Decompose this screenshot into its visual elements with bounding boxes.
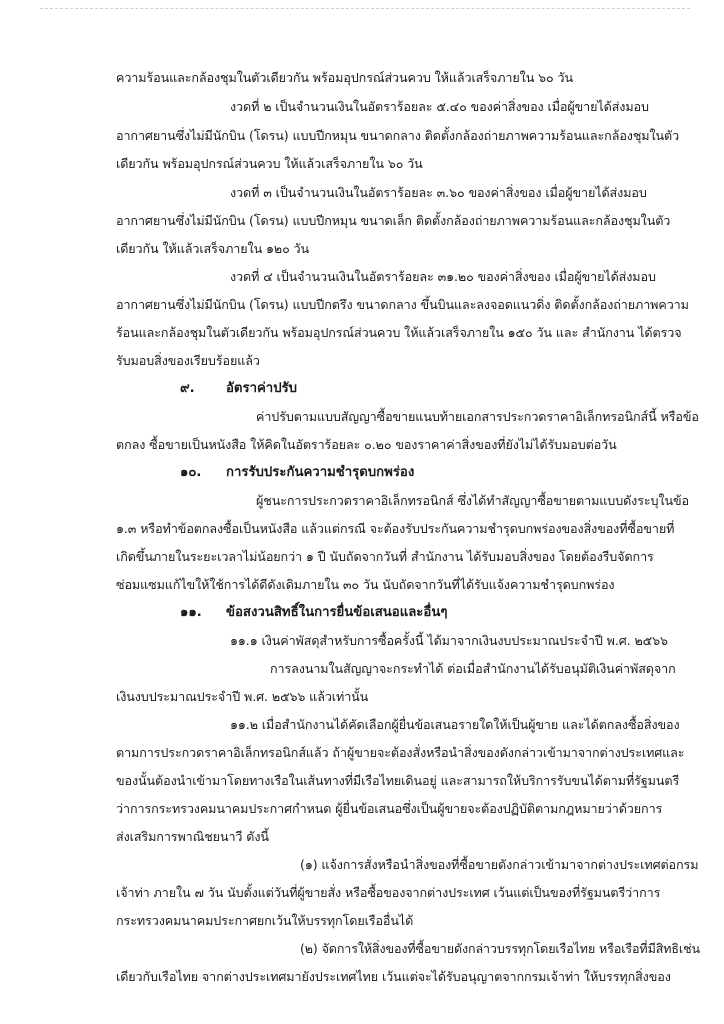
- section-number: ๑๑.: [180, 605, 202, 620]
- text-line: เงินงบประมาณประจำปี พ.ศ. ๒๕๖๖ แล้วเท่านั้น: [116, 689, 369, 704]
- text-line: ตกลง ซื้อขายเป็นหนังสือ ให้คิดในอัตราร้อยละ ๐.๒๐ ของราคาค่าสิ่งของที่ยังไม่ได้รับมอบต่อวัน: [116, 437, 617, 452]
- text-line: เจ้าท่า ภายใน ๗ วัน นับตั้งแต่วันที่ผู้ขายสั่ง หรือซื้อของจากต่างประเทศ เว้นแต่เป็นของที่รัฐมนตรีว่าการ: [116, 885, 661, 900]
- text-line: ความร้อนและกล้องชุมในตัวเดียวกัน พร้อมอุปกรณ์ส่วนควบ ให้แล้วเสร็จภายใน ๖๐ วัน: [116, 70, 573, 85]
- text-line: (๒) จัดการให้สิ่งของที่ซื้อขายดังกล่าวบรรทุกโดยเรือไทย หรือเรือที่มีสิทธิเช่น: [300, 941, 700, 956]
- text-line: ซ่อมแซมแก้ไขให้ใช้การได้ดีดังเดิมภายใน ๓๐ วัน นับถัดจากวันที่ได้รับแจ้งความชำรุดบกพร่อง: [116, 577, 615, 592]
- text-line: ร้อนและกล้องชุมในตัวเดียวกัน พร้อมอุปกรณ์ส่วนควบ ให้แล้วเสร็จภายใน ๑๕๐ วัน และ สำนักงาน ได้ตรวจ: [116, 325, 682, 340]
- text-line: งวดที่ ๔ เป็นจำนวนเงินในอัตราร้อยละ ๓๑.๒๐ ของค่าสิ่งของ เมื่อผู้ขายได้ส่งมอบ: [230, 269, 656, 284]
- text-line: ตามการประกวดราคาอิเล็กทรอนิกส์แล้ว ถ้าผู้ขายจะต้องสั่งหรือนำสิ่งของดังกล่าวเข้ามาจากต่างประเทศและ: [116, 745, 685, 760]
- text-line: ว่าการกระทรวงคมนาคมประกาศกำหนด ผู้ยื่นข้อเสนอซึ่งเป็นผู้ขายจะต้องปฏิบัติตามกฎหมายว่าด้วยการ: [116, 801, 663, 816]
- section-title: อัตราค่าปรับ: [226, 381, 298, 396]
- text-line: ส่งเสริมการพาณิชยนาวี ดังนี้: [116, 829, 269, 844]
- section-heading-11: [180, 605, 447, 621]
- text-line: อากาศยานซึ่งไม่มีนักบิน (โดรน) แบบปีกหมุน ขนาดเล็ก ติดตั้งกล้องถ่ายภาพความร้อนและกล้องชุมในตัว: [116, 213, 671, 228]
- section-number: ๑๐.: [180, 465, 202, 480]
- section-heading-9: [180, 381, 297, 397]
- text-line: อากาศยานซึ่งไม่มีนักบิน (โดรน) แบบปีกตรึง ขนาดกลาง ขึ้นบินและลงจอดแนวดิ่ง ติดตั้งกล้องถ่ายภาพความ: [116, 297, 689, 312]
- text-line: (๑) แจ้งการสั่งหรือนำสิ่งของที่ซื้อขายดังกล่าวเข้ามาจากต่างประเทศต่อกรม: [300, 857, 699, 872]
- scan-edge-line: [40, 8, 690, 10]
- text-line: การลงนามในสัญญาจะกระทำได้ ต่อเมื่อสำนักงานได้รับอนุมัติเงินค่าพัสดุจาก: [270, 661, 676, 676]
- section-title: การรับประกันความชำรุดบกพร่อง: [226, 465, 415, 480]
- text-line: งวดที่ ๓ เป็นจำนวนเงินในอัตราร้อยละ ๓.๖๐ ของค่าสิ่งของ เมื่อผู้ขายได้ส่งมอบ: [230, 185, 647, 200]
- text-line: ๑๑.๑ เงินค่าพัสดุสำหรับการซื้อครั้งนี้ ได้มาจากเงินงบประมาณประจำปี พ.ศ. ๒๕๖๖: [230, 633, 668, 648]
- text-line: ของนั้นต้องนำเข้ามาโดยทางเรือในเส้นทางที่มีเรือไทยเดินอยู่ และสามารถให้บริการรับขนได้ตามที่รัฐมนตรี: [116, 773, 680, 788]
- section-number: ๙.: [180, 381, 195, 396]
- text-line: ค่าปรับตามแบบสัญญาซื้อขายแนบท้ายเอกสารประกวดราคาอิเล็กทรอนิกส์นี้ หรือข้อ: [256, 409, 699, 424]
- text-line: เดียวกัน ให้แล้วเสร็จภายใน ๑๒๐ วัน: [116, 241, 310, 256]
- text-line: เกิดขึ้นภายในระยะเวลาไม่น้อยกว่า ๑ ปี นับถัดจากวันที่ สำนักงาน ได้รับมอบสิ่งของ โดยต้องรีบจัดการ: [116, 549, 654, 564]
- text-line: กระทรวงคมนาคมประกาศยกเว้นให้บรรทุกโดยเรืออื่นได้: [116, 913, 414, 928]
- text-line: อากาศยานซึ่งไม่มีนักบิน (โดรน) แบบปีกหมุน ขนาดกลาง ติดตั้งกล้องถ่ายภาพความร้อนและกล้องชุมในตัว: [116, 128, 680, 143]
- text-line: เดียวกัน พร้อมอุปกรณ์ส่วนควบ ให้แล้วเสร็จภายใน ๖๐ วัน: [116, 156, 423, 171]
- text-line: ผู้ชนะการประกวดราคาอิเล็กทรอนิกส์ ซึ่งได้ทำสัญญาซื้อขายตามแบบดังระบุในข้อ: [256, 493, 689, 508]
- text-line: เดียวกับเรือไทย จากต่างประเทศมายังประเทศไทย เว้นแต่จะได้รับอนุญาตจากกรมเจ้าท่า ให้บรรทุกสิ่งของ: [116, 969, 671, 984]
- section-heading-10: [180, 465, 414, 481]
- text-line: ๑๑.๒ เมื่อสำนักงานได้คัดเลือกผู้ยื่นข้อเสนอรายใดให้เป็นผู้ขาย และได้ตกลงซื้อสิ่งของ: [230, 717, 680, 732]
- text-line: ๑.๓ หรือทำข้อตกลงซื้อเป็นหนังสือ แล้วแต่กรณี จะต้องรับประกันความชำรุดบกพร่องของสิ่งของที่ซื้อขายที่: [116, 521, 675, 536]
- text-line: รับมอบสิ่งของเรียบร้อยแล้ว: [116, 353, 260, 368]
- text-line: งวดที่ ๒ เป็นจำนวนเงินในอัตราร้อยละ ๕.๔๐ ของค่าสิ่งของ เมื่อผู้ขายได้ส่งมอบ: [230, 99, 649, 114]
- section-title: ข้อสงวนสิทธิ์ในการยื่นข้อเสนอและอื่นๆ: [226, 605, 448, 620]
